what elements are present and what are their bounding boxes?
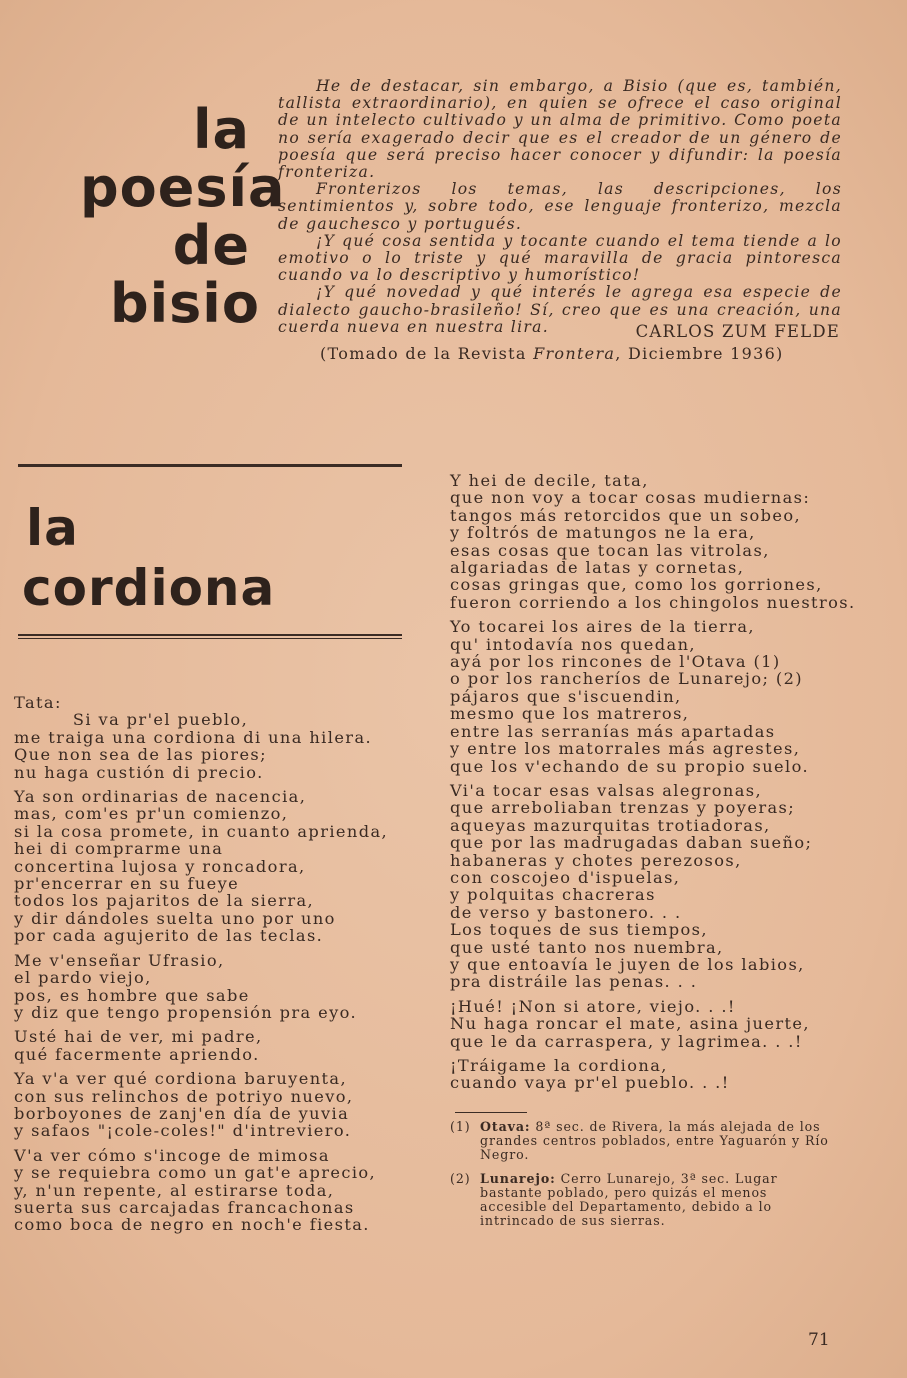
poem-line: que non voy a tocar cosas mudiernas: [450,488,811,508]
footnote-body: Cerro Lunarejo, 3ª sec. Lugar bastante poblado, pero quizás el menos accesible del Departamento, debido a lo intrincado de sus sierras. [480,1171,778,1228]
source-prefix: (Tomado de la Revista [320,344,534,363]
poem-line: y foltrós de matungos ne la era, [450,523,756,543]
poem-line: Si va pr'el pueblo, [14,710,249,730]
poem-line: fueron corriendo a los chingolos nuestros. [450,592,856,612]
poem-line: V'a ver cómo s'incoge de mimosa [14,1145,330,1165]
intro-paragraph: ¡Y qué cosa sentida y tocante cuando el tema tiende a lo emotivo o lo triste y qué maravilla de gracia pintoresca cuando va lo descriptivo y humorístico! [278,231,842,285]
poem-line: mesmo que los matreros, [450,704,690,724]
poem-line: que arreboliaban trenzas y poyeras; [450,798,796,818]
poem-line: Tata: [14,693,62,712]
poem-line: y safaos "¡cole-coles!" d'intreviero. [14,1121,352,1141]
source-suffix: , Diciembre 1936) [615,344,784,363]
poem-line: borboyones de zanj'en día de yuvia [14,1103,350,1123]
poem-line: y, n'un repente, al estirarse toda, [14,1180,335,1200]
poem-line: algariadas de latas y cornetas, [450,558,745,578]
poem-stanza [14,694,414,781]
poem-line: que usté tanto nos nuembra, [450,937,724,957]
footnote-text [480,1120,834,1162]
poem-line: cuando vaya pr'el pueblo. . .! [450,1073,730,1093]
poem-line: Yo tocarei los aires de la tierra, [450,617,755,637]
poem-stanza [14,1070,414,1140]
poem-stanza [450,998,850,1050]
poem-line: que por las madrugadas daban sueño; [450,833,813,853]
poem-line: esas cosas que tocan las vitrolas, [450,540,770,560]
poem-line: y que entoavía le juyen de los labios, [450,954,805,974]
poem-stanza [450,1057,850,1092]
poem-line: de verso y bastonero. . . [450,902,682,922]
poem-line: con coscojeo d'ispuelas, [450,867,681,887]
poem-stanza [14,1147,414,1234]
poem-line: hei di comprarme una [14,839,224,859]
footnote-body: 8ª sec. de Rivera, la más alejada de los grandes centros poblados, entre Yaguarón y Río Negro. [480,1119,829,1162]
poem-line: qué facermente apriendo. [14,1044,260,1064]
poem-stanza [14,952,414,1022]
divider-top [18,464,402,467]
poem-stanza [14,1028,414,1063]
poem-line: suerta sus carcajadas francachonas [14,1197,355,1217]
poem-line: todos los pajaritos de la sierra, [14,891,315,911]
poem-line: y dir dándoles suelta uno por uno [14,908,336,928]
poem-stanza [450,471,856,612]
quote-author: CARLOS ZUM FELDE [635,322,840,341]
poem-stanza [450,782,850,991]
intro-paragraph: ¡Y qué novedad y qué interés le agrega esa especie de dialecto gaucho-brasileño! Sí, creo que es una creación, una cuerda nueva en nuestra lira. [278,283,842,336]
poem-stanza [14,788,414,945]
page-number: 71 [808,1330,830,1350]
poem-line: Nu haga roncar el mate, asina juerte, [450,1014,810,1034]
footnote-rule [455,1112,527,1113]
poem-line: ¡Tráigame la cordiona, [450,1056,668,1075]
poem-line: y entre los matorrales más agrestes, [450,739,801,759]
poem-line: pra distráile las penas. . . [450,972,698,992]
intro-paragraph: He de destacar, sin embargo, a Bisio (que es, también, tallista extraordinario), en quien se ofrece el caso original de un intelecto cultivado y un alma de primitivo. Como poeta no sería exagerado decir que es el creador de un género de poesía que será preciso hacer conocer y difundir: la poesía fronteriza. [278,77,842,182]
poem-line: pájaros que s'iscuendin, [450,686,682,706]
poem-line: Los toques de sus tiempos, [450,920,708,940]
footnote-number: (2) [450,1171,471,1186]
poem-line: Vi'a tocar esas valsas alegronas, [450,780,763,800]
poem-line: concertina lujosa y roncadora, [14,856,306,876]
poem-line: y se requiebra como un gat'e aprecio, [14,1163,377,1183]
footnote-number: (1) [450,1119,471,1134]
poem-line: entre las serranías más apartadas [450,721,776,741]
poem-line: Que non sea de las piores; [14,745,267,765]
poem-line: pr'encerrar en su fueye [14,874,240,894]
poem-line: con sus relinchos de potriyo nuevo, [14,1086,354,1106]
poem-left-column [14,694,414,1241]
poem-right-column [450,471,856,1099]
poem-line: Y hei de decile, tata, [450,471,649,490]
poem-line: habaneras y chotes perezosos, [450,850,742,870]
footnote-text [480,1172,834,1228]
poem-line: que los v'echando de su propio suelo. [450,756,810,776]
poem-line: y diz que tengo propensión pra eyo. [14,1002,358,1022]
poem-line: tangos más retorcidos que un sobeo, [450,505,802,525]
poem-line: nu haga custión di precio. [14,762,264,782]
poem-line: o por los rancheríos de Lunarejo; (2) [450,669,804,689]
intro-quote [278,78,842,336]
poem-line: Ya son ordinarias de nacencia, [14,787,307,807]
section-title-line-3: de [172,214,250,277]
footnote-term: Otava: [480,1119,531,1134]
poem-line: si la cosa promete, in cuanto aprienda, [14,821,389,841]
poem-line: mas, com'es pr'un comienzo, [14,804,289,824]
source-magazine: Frontera [533,344,616,363]
poem-line: aqueyas mazurquitas trotiadoras, [450,815,771,835]
section-title-line-4: bisio [110,272,260,335]
poem-line: que le da carraspera, y lagrimea. . .! [450,1031,803,1051]
poem-line: Usté hai de ver, mi padre, [14,1027,263,1047]
poem-title-line-1: la [26,499,79,557]
poem-line: y polquitas chacreras [450,885,656,905]
intro-paragraph: Fronterizos los temas, las descripciones, los sentimientos y, sobre todo, ese lenguaje fronterizo, mezcla de gauchesco y portugués. [278,180,842,233]
section-title-line-2: poesía [80,156,286,219]
divider-bottom-thin [18,638,402,639]
poem-line: qu' intodavía nos quedan, [450,634,696,654]
poem-line: Ya v'a ver qué cordiona baruyenta, [14,1069,348,1089]
poem-line: Me v'enseñar Ufrasio, [14,950,225,970]
poem-line: ayá por los rincones de l'Otava (1) [450,652,781,672]
poem-line: me traiga una cordiona di una hilera. [14,727,373,747]
poem-line: ¡Hué! ¡Non si atore, viejo. . .! [450,996,736,1016]
poem-line: como boca de negro en noch'e fiesta. [14,1215,370,1235]
footnote-term: Lunarejo: [480,1171,556,1186]
poem-line: pos, es hombre que sabe [14,985,250,1005]
divider-bottom [18,634,402,636]
poem-line: el pardo viejo, [14,968,152,988]
poem-stanza [450,618,850,775]
section-title-line-1: la [193,98,250,161]
poem-title-line-2: cordiona [22,559,276,617]
quote-source [320,344,840,363]
poem-line: cosas gringas que, como los gorriones, [450,575,823,595]
poem-line: por cada agujerito de las teclas. [14,926,324,946]
